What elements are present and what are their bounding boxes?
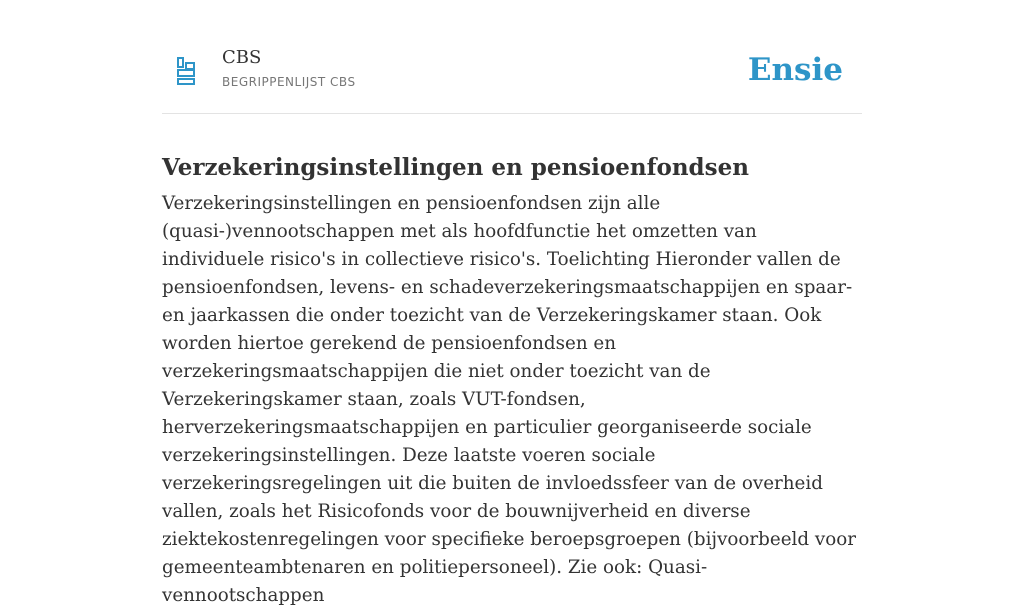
term-card: [162, 0, 862, 606]
term-title: Verzekeringsinstellingen en pensioenfondsen: [162, 154, 749, 182]
cbs-logo-icon[interactable]: [176, 56, 196, 86]
term-definition: Verzekeringsinstellingen en pensioenfondsen zijn alle (quasi-)vennootschappen met als hoofdfunctie het omzetten van individuele risico's in collectieve risico's. Toelichting Hieronder vallen de pensioenfondsen, levens- en schadeverzekeringsmaatschappijen en spaar- en jaarkassen die onder toezicht van de Verzekeringskamer staan. Ook worden hiertoe gerekend de pensioenfondsen en verzekeringsmaatschappijen die niet onder toezicht van de Verzekeringskamer staan, zoals VUT-fondsen, herverzekeringsmaatschappijen en particulier georganiseerde sociale verzekeringsinstellingen. Deze laatste voeren sociale verzekeringsregelingen uit die buiten de invloedssfeer van de overheid vallen, zoals het Risicofonds voor de bouwnijverheid en diverse ziektekostenregelingen voor specifieke beroepsgroepen (bijvoorbeeld voor gemeenteambtenaren en politiepersoneel). Zie ook: Quasi-vennootschappen: [162, 193, 856, 606]
source-name[interactable]: CBS: [222, 47, 262, 68]
brand-logo[interactable]: Ensie: [747, 52, 843, 88]
source-subtitle[interactable]: BEGRIPPENLIJST CBS: [222, 75, 356, 89]
card-header: [162, 40, 862, 114]
